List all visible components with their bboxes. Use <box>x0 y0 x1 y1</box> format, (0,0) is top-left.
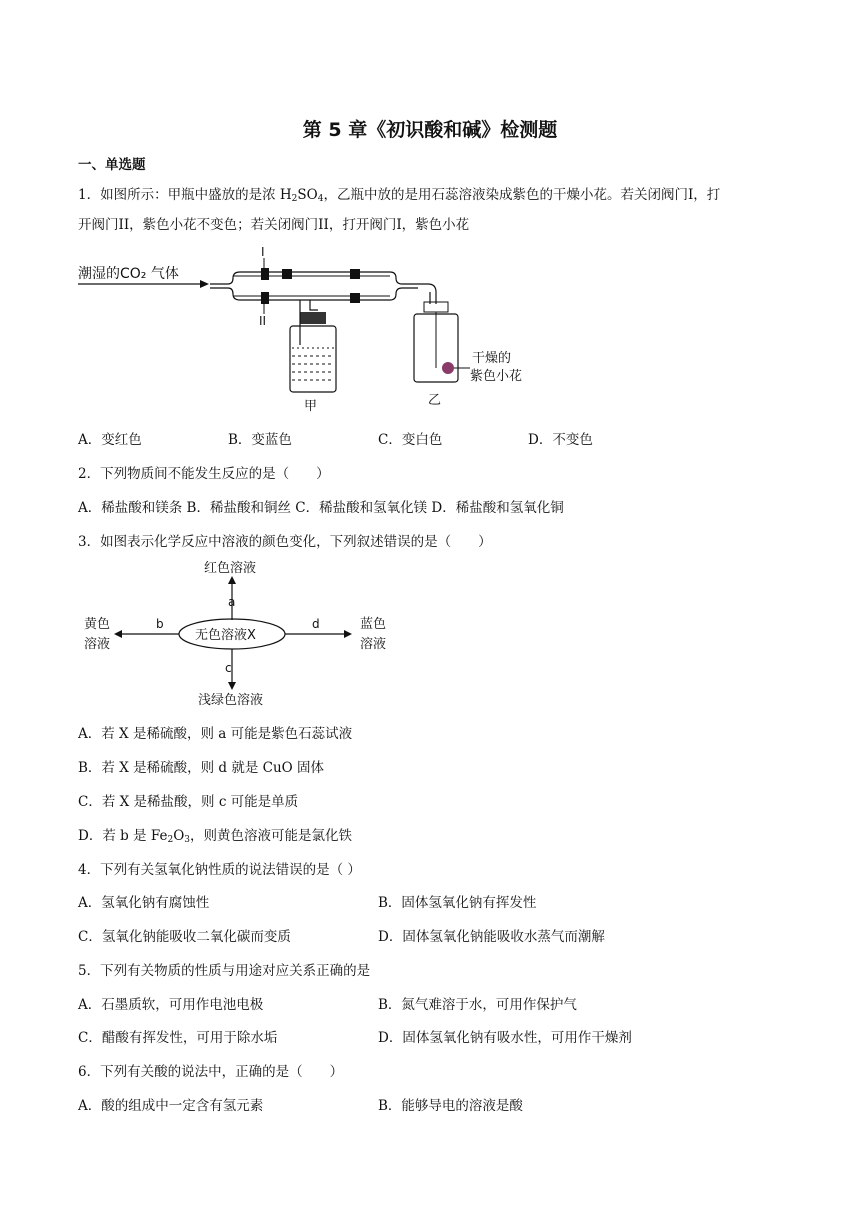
flower-label-2: 紫色小花 <box>470 369 523 384</box>
valve-2-label: II <box>259 314 267 328</box>
bottle-b-label: 乙 <box>428 393 442 408</box>
flower-icon <box>442 362 454 374</box>
q1-option-a[interactable]: A．变红色 <box>78 432 142 448</box>
q6-option-b[interactable]: B．能够导电的溶液是酸 <box>378 1098 523 1114</box>
q4-option-a[interactable]: A．氢氧化钠有腐蚀性 <box>78 895 210 911</box>
valve-1-label: I <box>261 245 265 259</box>
q2-options[interactable]: A．稀盐酸和镁条 B．稀盐酸和铜丝 C．稀盐酸和氢氧化镁 D．稀盐酸和氢氧化铜 <box>78 500 564 516</box>
q3-color-change-figure <box>78 556 408 716</box>
q1-apparatus-figure <box>78 240 548 415</box>
arrow-b-label: b <box>156 617 164 631</box>
left-label-1: 黄色 <box>84 617 111 632</box>
q3-stem: 3．如图表示化学反应中溶液的颜色变化，下列叙述错误的是（ ） <box>78 534 492 550</box>
q5-stem: 5．下列有关物质的性质与用途对应关系正确的是 <box>78 963 371 979</box>
q1-option-c[interactable]: C．变白色 <box>378 432 443 448</box>
q3-option-d[interactable]: D．若 b 是 $Fe_2O_3$，则黄色溶液可能是氯化铁 <box>78 828 353 845</box>
right-label-1: 蓝色 <box>360 617 387 632</box>
q4-option-d[interactable]: D．固体氢氧化钠能吸收水蒸气而潮解 <box>378 929 605 945</box>
gas-label: 潮湿的CO₂ 气体 <box>78 266 179 282</box>
q4-stem: 4．下列有关氢氧化钠性质的说法错误的是（ ） <box>78 862 361 878</box>
q3-option-b[interactable]: B．若 X 是稀硫酸，则 d 就是 CuO 固体 <box>78 760 325 776</box>
bottle-a-label: 甲 <box>304 399 318 414</box>
page-title: 第 5 章《初识酸和碱》检测题 <box>302 119 558 141</box>
q5-option-d[interactable]: D．固体氢氧化钠有吸水性，可用作干燥剂 <box>378 1030 632 1046</box>
arrow-a-label: a <box>228 595 236 609</box>
top-label: 红色溶液 <box>204 561 257 576</box>
q2-stem: 2．下列物质间不能发生反应的是（ ） <box>78 466 330 482</box>
q5-option-b[interactable]: B．氮气难溶于水，可用作保护气 <box>378 997 577 1013</box>
bottom-label: 浅绿色溶液 <box>198 693 264 708</box>
center-label: 无色溶液X <box>195 628 256 643</box>
q4-option-c[interactable]: C．氢氧化钠能吸收二氧化碳而变质 <box>78 929 291 945</box>
q1-stem-line1: 1．如图所示：甲瓶中盛放的是浓 $H_2SO_4$，乙瓶中放的是用石蕊溶液染成紫色的干燥小花。若关闭阀门I，打 <box>78 187 721 204</box>
right-label-2: 溶液 <box>360 637 387 652</box>
section-heading: 一、单选题 <box>78 157 146 173</box>
q3-option-a[interactable]: A．若 X 是稀硫酸，则 a 可能是紫色石蕊试液 <box>78 726 353 742</box>
q5-option-c[interactable]: C．醋酸有挥发性，可用于除水垢 <box>78 1030 278 1046</box>
q1-option-b[interactable]: B．变蓝色 <box>228 432 292 448</box>
q5-option-a[interactable]: A．石墨质软，可用作电池电极 <box>78 997 264 1013</box>
arrow-d-label: d <box>312 617 320 631</box>
q3-option-c[interactable]: C．若 X 是稀盐酸，则 c 可能是单质 <box>78 794 299 810</box>
q1-option-d[interactable]: D．不变色 <box>528 432 593 448</box>
q1-stem-line2: 开阀门II，紫色小花不变色；若关闭阀门II，打开阀门I，紫色小花 <box>78 217 470 233</box>
arrow-c-label: c <box>225 661 232 675</box>
q4-option-b[interactable]: B．固体氢氧化钠有挥发性 <box>378 895 537 911</box>
q6-stem: 6．下列有关酸的说法中，正确的是（ ） <box>78 1064 344 1080</box>
flower-label-1: 干燥的 <box>472 351 512 366</box>
left-label-2: 溶液 <box>84 637 111 652</box>
q6-option-a[interactable]: A．酸的组成中一定含有氢元素 <box>78 1098 264 1114</box>
